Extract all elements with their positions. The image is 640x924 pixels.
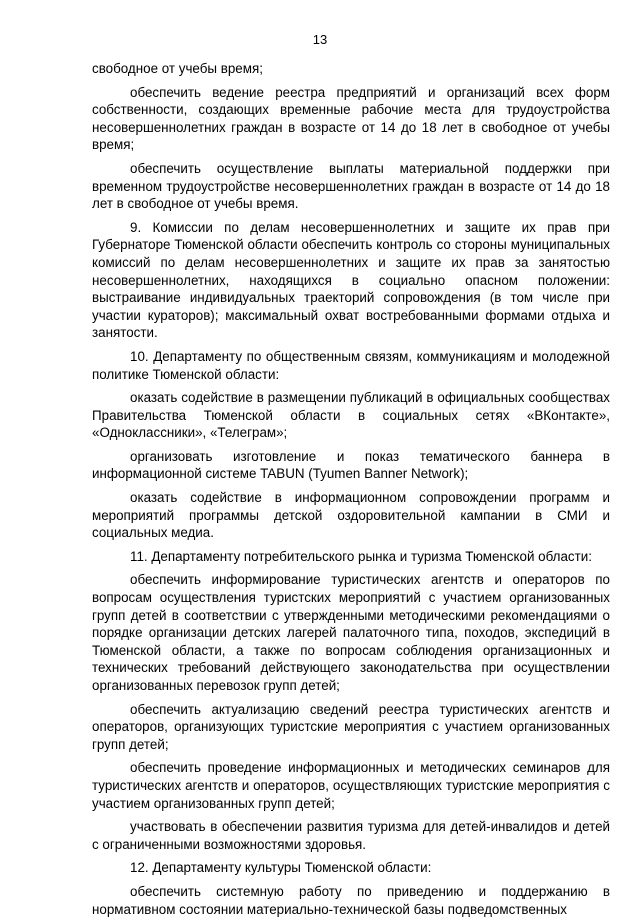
paragraph: обеспечить системную работу по приведению и поддержанию в нормативном состоянии материально-технической базы подведомственных bbox=[92, 883, 610, 917]
paragraph: участвовать в обеспечении развития туризма для детей-инвалидов и детей с ограниченными возможностями здоровья. bbox=[92, 819, 610, 852]
paragraph-item-9: 9. Комиссии по делам несовершеннолетних и защите их прав при Губернаторе Тюменской области обеспечить контроль со стороны муниципальных комиссий по делам несовершеннолетних и защите их прав за занятостью несовершеннолетних, находящихся в социально опасном положении: выстраивание индивидуальных траекторий сопровождения (в том числе при участии кураторов); максимальный охват востребованными формами отдыха и занятости. bbox=[92, 219, 610, 341]
paragraph: обеспечить информирование туристических агентств и операторов по вопросам осуществления туристских мероприятий с участием организованных групп детей в соответствии с утвержденными методическими рекомендациями о порядке организации детских лагерей палаточного типа, походов, экспедиций в Тюменской области, а также по вопросам соблюдения организационных и технических требований действующего законодательства при осуществлении организованных перевозок групп детей; bbox=[92, 572, 610, 693]
paragraph: организовать изготовление и показ тематического баннера в информационной системе TABUN (Tyumen Banner Network); bbox=[92, 448, 610, 482]
paragraph: оказать содействие в размещении публикаций в официальных сообществах Правительства Тюменской области в социальных сетях «ВКонтакте», «Одноклассники», «Телеграм»; bbox=[92, 390, 610, 441]
paragraph-continuation: свободное от учебы время; bbox=[92, 61, 263, 76]
page-number: 13 bbox=[312, 32, 328, 47]
paragraph: оказать содействие в информационном сопровождении программ и мероприятий программы детской оздоровительной кампании в СМИ и социальных медиа. bbox=[92, 490, 610, 541]
paragraph-item-10: 10. Департаменту по общественным связям, коммуникациям и молодежной политике Тюменской области: bbox=[92, 348, 610, 382]
paragraph-item-12: 12. Департаменту культуры Тюменской области: bbox=[130, 860, 432, 876]
paragraph: обеспечить ведение реестра предприятий и организаций всех форм собственности, создающих временные рабочие места для трудоустройства несовершеннолетних граждан в возрасте от 14 до 18 лет в свободное от учебы время; bbox=[92, 84, 610, 153]
paragraph-item-11: 11. Департаменту потребительского рынка и туризма Тюменской области: bbox=[130, 548, 592, 564]
paragraph: обеспечить актуализацию сведений реестра туристических агентств и операторов, организующих туристские мероприятия с участием организованных групп детей; bbox=[92, 701, 610, 752]
document-body bbox=[92, 60, 610, 924]
paragraph: обеспечить осуществление выплаты материальной поддержки при временном трудоустройстве несовершеннолетних граждан в возрасте от 14 до 18 лет в свободное от учебы время. bbox=[92, 160, 610, 212]
paragraph: обеспечить проведение информационных и методических семинаров для туристических агентств и операторов, осуществляющих туристские мероприятия с участием организованных групп детей; bbox=[92, 760, 610, 811]
